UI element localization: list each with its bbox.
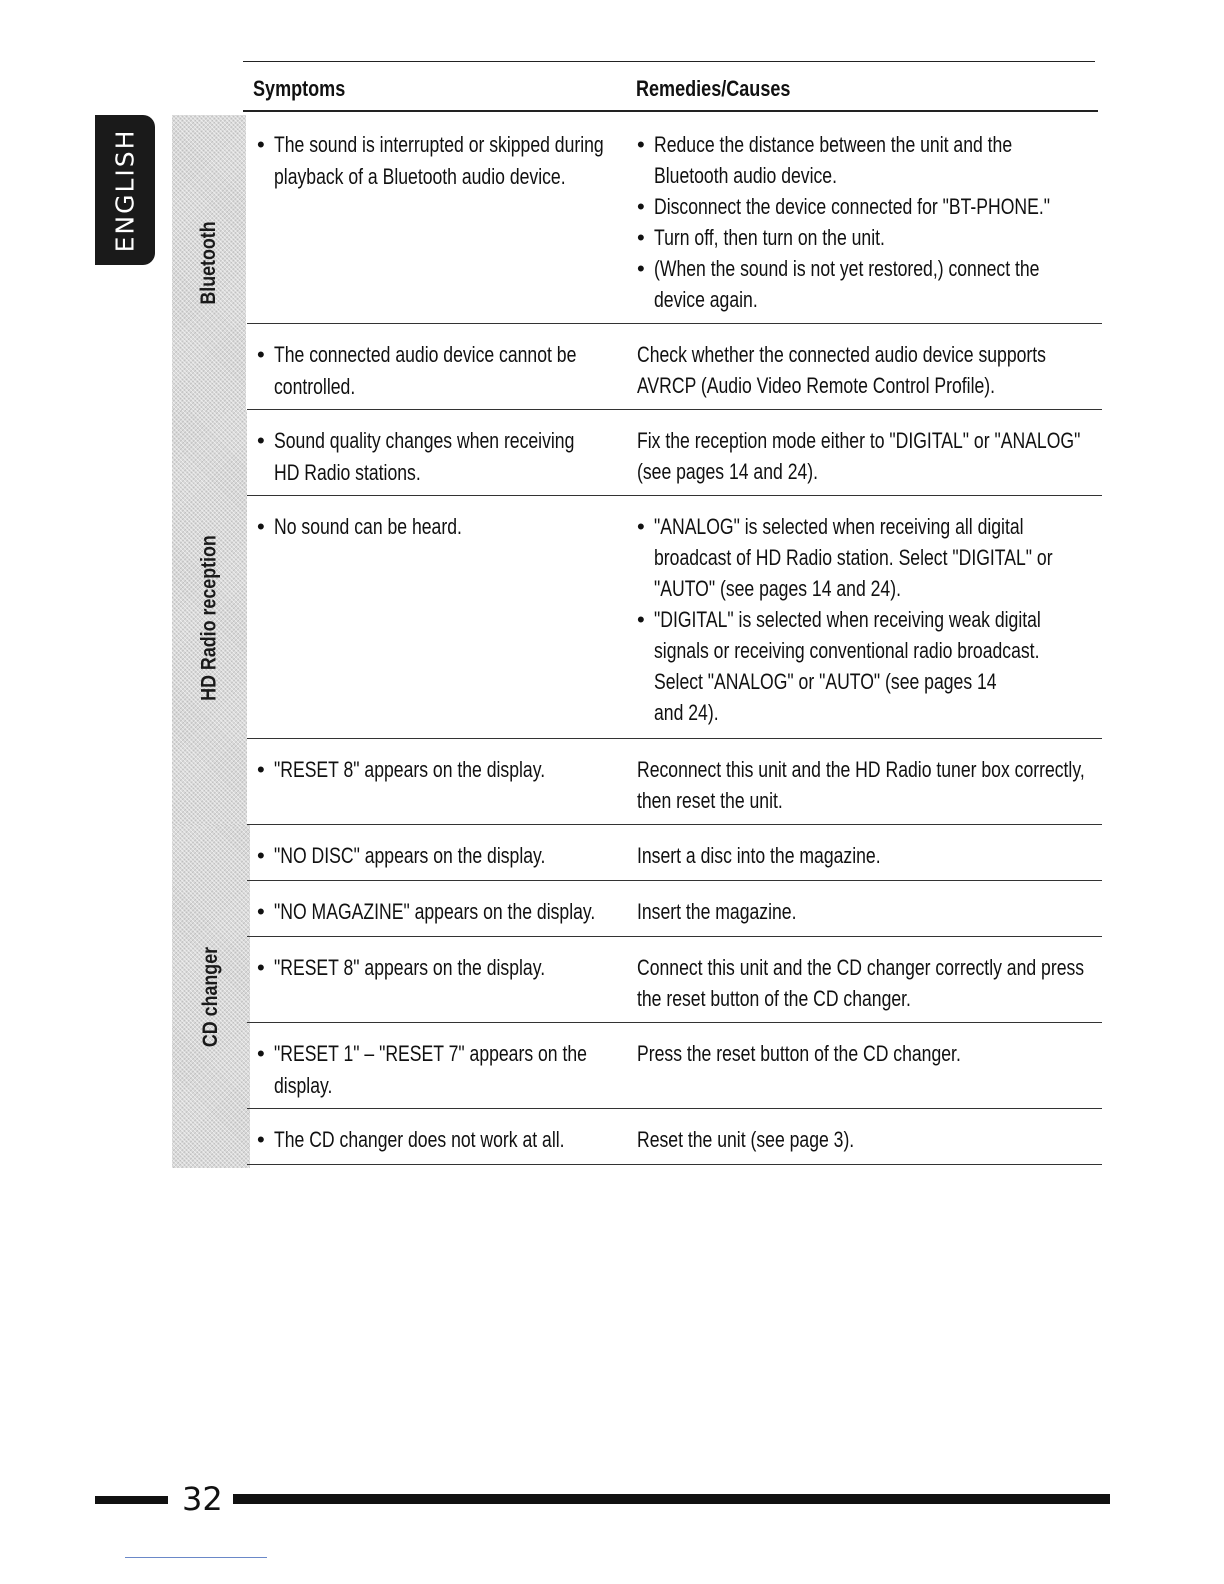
page-number: 32	[182, 1480, 223, 1518]
symptom-cell: • "RESET 8" appears on the display.	[257, 952, 617, 984]
table-row	[247, 495, 1102, 739]
section-hd-radio-label: HD Radio reception	[197, 534, 221, 701]
remedy-cell: Reconnect this unit and the HD Radio tuner box correctly, then reset the unit.	[637, 757, 1085, 813]
table-row	[247, 323, 1102, 410]
symptom-cell: • "NO DISC" appears on the display.	[257, 840, 617, 872]
remedy-cell: Press the reset button of the CD changer.	[637, 1041, 961, 1066]
language-tab-label: ENGLISH	[110, 128, 140, 252]
symptom-cell: • "RESET 8" appears on the display.	[257, 754, 617, 786]
remedy-cell: Reset the unit (see page 3).	[637, 1127, 855, 1152]
symptom-cell: • The connected audio device cannot be controlled.	[257, 339, 617, 403]
table-row	[247, 738, 1102, 825]
section-cd-changer	[172, 825, 250, 1168]
symptom-cell: • Sound quality changes when receiving HD Radio stations.	[257, 425, 617, 489]
symptom-cell: • No sound can be heard.	[257, 511, 617, 543]
table-header	[243, 70, 1098, 112]
bottom-rule	[125, 1557, 267, 1558]
table-row	[247, 113, 1102, 324]
remedy-cell: Connect this unit and the CD changer correctly and press the reset button of the CD changer.	[637, 955, 1085, 1011]
footer-right-bar	[233, 1494, 1110, 1504]
section-cd-changer-label: CD changer	[199, 946, 223, 1047]
top-rule	[243, 61, 1095, 62]
remedy-cell: Fix the reception mode either to "DIGITAL" or "ANALOG" (see pages 14 and 24).	[637, 428, 1081, 484]
remedy-cell: • "ANALOG" is selected when receiving all digital broadcast of HD Radio station. Select "DIGITAL" or "AUTO" (see pages 14 and 24). • "DIGITAL" is selected when receiving weak digital signals or receiving conventional radio broadcast. Select "ANALOG" or "AUTO" (see pages 14 and 24).	[637, 511, 1102, 728]
symptoms-header: Symptoms	[253, 76, 346, 101]
section-hd-radio	[172, 410, 247, 825]
section-bluetooth-label: Bluetooth	[197, 220, 221, 305]
symptom-cell: • "RESET 1" – "RESET 7" appears on the display.	[257, 1038, 617, 1102]
symptom-cell: • The CD changer does not work at all.	[257, 1124, 617, 1156]
table-row	[247, 409, 1102, 496]
table-row	[247, 936, 1102, 1023]
footer-left-bar	[95, 1496, 168, 1504]
table-row	[247, 1022, 1102, 1109]
remedy-cell: Insert the magazine.	[637, 899, 797, 924]
remedies-header: Remedies/Causes	[636, 76, 791, 101]
table-row	[247, 1108, 1102, 1165]
remedy-cell: Insert a disc into the magazine.	[637, 843, 881, 868]
section-bluetooth	[172, 115, 246, 410]
language-tab	[95, 115, 155, 265]
remedy-cell: • Reduce the distance between the unit and the Bluetooth audio device. • Disconnect the device connected for "BT-PHONE." • Turn off, then turn on the unit. • (When the sound is not yet restored,) connect the device again.	[637, 129, 1102, 315]
table-row	[247, 824, 1102, 881]
symptom-cell: • The sound is interrupted or skipped during playback of a Bluetooth audio device.	[257, 129, 617, 193]
remedy-cell: Check whether the connected audio device supports AVRCP (Audio Video Remote Control Profile).	[637, 342, 1046, 398]
symptom-cell: • "NO MAGAZINE" appears on the display.	[257, 896, 617, 928]
table-row	[247, 880, 1102, 937]
